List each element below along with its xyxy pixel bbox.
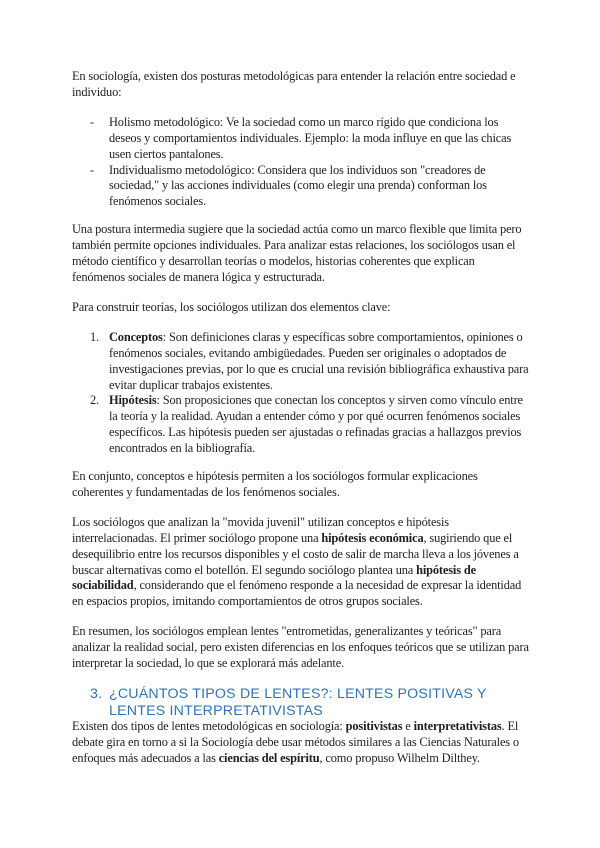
closing-text-1: Existen dos tipos de lentes metodológicas en sociología: xyxy=(72,719,346,734)
closing-bold-interpretativistas: interpretativistas xyxy=(413,719,502,734)
postures-list xyxy=(72,115,530,210)
summary-paragraph: En resumen, los sociólogos emplean lentes "entrometidas, generalizantes y teóricas" para analizar la realidad social, pero existen diferencias en los enfoques teóricos que se utilizan para interpretar la sociedad, lo que se explorará más adelante. xyxy=(72,624,529,671)
list-item xyxy=(72,393,530,457)
list-item xyxy=(72,163,530,211)
list-item xyxy=(72,115,530,163)
term-hipotesis: Hipótesis xyxy=(109,393,157,408)
theories-intro-paragraph: Para construir teorías, los sociólogos utilizan dos elementos clave: xyxy=(72,299,391,314)
list-number: 1. xyxy=(90,329,99,344)
posture-individualismo: Individualismo metodológico: Considera que los individuos son "creadores de sociedad," y las acciones individuales (como elegir una prenda) conforman los fenómenos sociales. xyxy=(109,162,487,209)
definition-conceptos: : Son definiciones claras y específicas sobre comportamientos, opiniones o fenómenos sociales, evitando ambigüedades. Pueden ser originales o adoptados de investigaciones previas, por lo que es crucial una revisión bibliográfica exhaustiva para evitar duplicar trabajos existentes. xyxy=(109,329,529,392)
closing-text-2: e xyxy=(402,719,414,734)
closing-text-4: , como propuso Wilhelm Dilthey. xyxy=(319,751,480,765)
movida-bold-sociabilidad: hipótesis de sociabilidad xyxy=(72,562,476,593)
term-conceptos: Conceptos xyxy=(109,329,163,344)
list-bullet: - xyxy=(90,114,94,129)
closing-text-3: . El debate gira en torno a si la Sociología debe usar métodos similares a las Ciencias Naturales o enfoques más adecuados a las xyxy=(72,719,519,765)
together-paragraph: En conjunto, conceptos e hipótesis permiten a los sociólogos formular explicaciones coherentes y fundamentadas de los fenómenos sociales. xyxy=(72,469,478,499)
movida-bold-economica: hipótesis económica xyxy=(321,530,424,545)
section-title: ¿CUÁNTOS TIPOS DE LENTES?: LENTES POSITIVAS Y LENTES INTERPRETATIVISTAS xyxy=(109,686,487,719)
posture-holismo: Holismo metodológico: Ve la sociedad como un marco rígido que condiciona los deseos y comportamientos individuales. Ejemplo: la moda influye en que las chicas usen ciertos pantalones. xyxy=(109,114,512,161)
movida-text-3: , considerando que el fenómeno responde a la necesidad de expresar la identidad en espacios propios, imitando comportamientos de otros grupos sociales. xyxy=(72,578,522,609)
intro-paragraph: En sociología, existen dos posturas metodológicas para entender la relación entre sociedad e individuo: xyxy=(72,69,516,99)
list-bullet: - xyxy=(90,162,94,177)
elements-list xyxy=(72,330,530,457)
list-item xyxy=(72,330,530,394)
movida-paragraph xyxy=(72,515,530,610)
movida-text-2: , sugiriendo que el desequilibrio entre los recursos disponibles y el costo de salir de marcha lleva a los jóvenes a buscar alternativas como el botellón. El segundo sociólogo plantea una xyxy=(72,530,519,577)
definition-hipotesis: : Son proposiciones que conectan los conceptos y sirven como vínculo entre la teoría y la realidad. Ayudan a entender cómo y por qué ocurren fenómenos sociales específicos. Las hipótesis pueden ser ajustadas o refinadas gracias a hallazgos previos encontrados en la bibliografía. xyxy=(109,393,523,456)
movida-text-1: Los sociólogos que analizan la "movida juvenil" utilizan conceptos e hipótesis interrelacionadas. El primer sociólogo propone una xyxy=(72,514,449,545)
intermediate-paragraph: Una postura intermedia sugiere que la sociedad actúa como un marco flexible que limita pero también permite opciones individuales. Para analizar estas relaciones, los sociólogos usan el método científico y desarrollan teorías o modelos, historias coherentes que explican fenómenos sociales de manera lógica y estructurada. xyxy=(72,222,522,284)
document-body xyxy=(72,69,530,781)
section-number: 3. xyxy=(90,686,103,702)
section-heading xyxy=(72,686,530,719)
closing-bold-ciencias: ciencias del espíritu xyxy=(218,751,320,765)
closing-paragraph xyxy=(72,719,530,767)
closing-bold-positivistas: positivistas xyxy=(345,719,403,734)
list-number: 2. xyxy=(90,393,99,408)
